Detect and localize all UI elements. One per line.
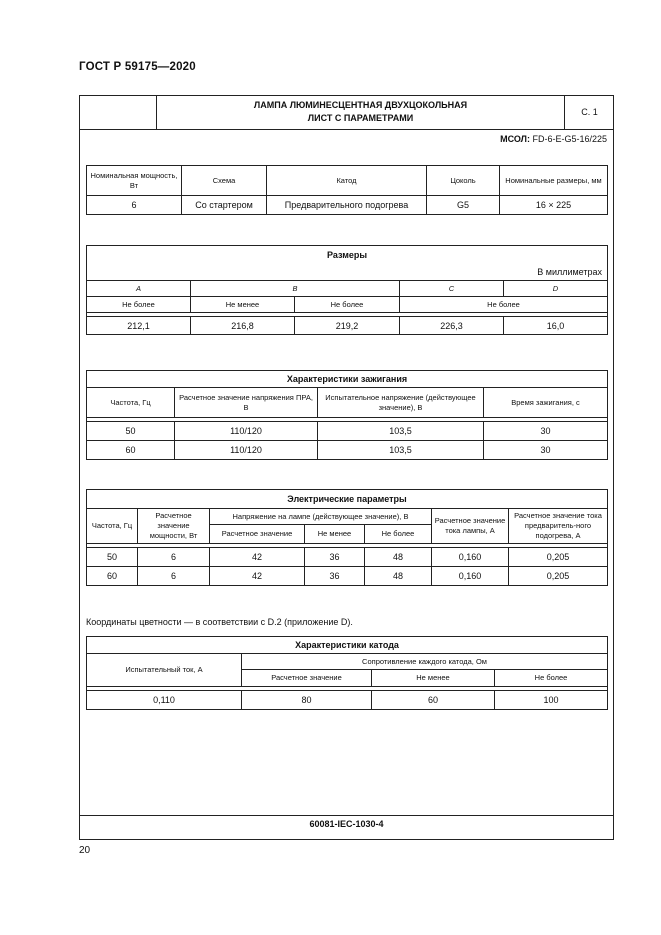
dimension-letter-d: D xyxy=(504,281,608,297)
electrical-table xyxy=(86,489,608,586)
cathode-value-min: 60 xyxy=(372,691,495,710)
dimension-letter-c: C xyxy=(400,281,504,297)
ignition-header-test-voltage: Испытательное напряжение (действующее значение), В xyxy=(318,388,484,418)
dimension-limit-a: Не более xyxy=(87,297,191,313)
electrical-header-voltage-min: Не менее xyxy=(305,525,365,544)
cathode-value-max: 100 xyxy=(495,691,608,710)
general-header-base: Цоколь xyxy=(427,166,500,196)
ignition-cell: 103,5 xyxy=(318,422,484,441)
electrical-cell: 48 xyxy=(365,567,432,586)
header-divider xyxy=(79,129,614,130)
electrical-cell: 42 xyxy=(210,548,305,567)
electrical-cell: 0,160 xyxy=(432,567,509,586)
dimension-letter-b: B xyxy=(191,281,400,297)
electrical-cell: 50 xyxy=(87,548,138,567)
msol-designation xyxy=(500,134,607,144)
electrical-title: Электрические параметры xyxy=(87,490,608,509)
electrical-cell: 36 xyxy=(305,548,365,567)
general-value-base: G5 xyxy=(427,196,500,215)
dimension-limit-cd: Не более xyxy=(400,297,608,313)
sheet-title-line1: ЛАМПА ЛЮМИНЕСЦЕНТНАЯ ДВУХЦОКОЛЬНАЯ xyxy=(253,100,468,110)
ignition-cell: 60 xyxy=(87,441,175,460)
ignition-cell: 103,5 xyxy=(318,441,484,460)
dimensions-table xyxy=(86,245,608,335)
ignition-header-frequency: Частота, Гц xyxy=(87,388,175,418)
footer-code: 60081-IEC-1030-4 xyxy=(309,819,384,829)
ignition-table xyxy=(86,370,608,460)
cathode-header-calc: Расчетное значение xyxy=(242,670,372,687)
dimensions-title: Размеры xyxy=(87,246,608,265)
electrical-header-voltage-max: Не более xyxy=(365,525,432,544)
table-row xyxy=(87,567,608,586)
standard-designation: ГОСТ Р 59175—2020 xyxy=(79,61,196,73)
electrical-cell: 48 xyxy=(365,548,432,567)
cathode-header-test-current: Испытательный ток, А xyxy=(87,654,242,687)
table-row xyxy=(87,691,608,710)
ignition-cell: 30 xyxy=(484,441,608,460)
electrical-header-voltage: Напряжение на лампе (действующее значение), В xyxy=(210,509,432,525)
cathode-value-calc: 80 xyxy=(242,691,372,710)
electrical-cell: 0,160 xyxy=(432,548,509,567)
general-value-power: 6 xyxy=(87,196,182,215)
cathode-header-resistance: Сопротивление каждого катода, Ом xyxy=(242,654,608,670)
general-header-dimensions: Номинальные размеры, мм xyxy=(500,166,608,196)
dimension-limit-b-min: Не менее xyxy=(191,297,295,313)
general-value-dimensions: 16 × 225 xyxy=(500,196,608,215)
table-row xyxy=(87,441,608,460)
ignition-cell: 110/120 xyxy=(175,422,318,441)
ignition-title: Характеристики зажигания xyxy=(87,371,608,388)
sheet-title-line2: ЛИСТ С ПАРАМЕТРАМИ xyxy=(307,113,414,123)
header-left-cell xyxy=(79,95,157,129)
electrical-header-current: Расчетное значение тока лампы, А xyxy=(432,509,509,544)
dimension-value-d: 16,0 xyxy=(504,317,608,335)
electrical-cell: 0,205 xyxy=(509,567,608,586)
electrical-cell: 36 xyxy=(305,567,365,586)
ignition-header-time: Время зажигания, с xyxy=(484,388,608,418)
electrical-header-voltage-calc: Расчетное значение xyxy=(210,525,305,544)
cathode-header-max: Не более xyxy=(495,670,608,687)
page-number: 20 xyxy=(79,845,91,856)
dimension-value-b-min: 216,8 xyxy=(191,317,295,335)
electrical-header-power: Расчетное значение мощности, Вт xyxy=(138,509,210,544)
general-table xyxy=(86,165,608,215)
ignition-cell: 110/120 xyxy=(175,441,318,460)
cathode-title: Характеристики катода xyxy=(87,637,608,654)
dimension-limit-b-max: Не более xyxy=(295,297,400,313)
electrical-cell: 6 xyxy=(138,548,210,567)
ignition-cell: 50 xyxy=(87,422,175,441)
chromaticity-note: Координаты цветности — в соответствии с D.2 (приложение D). xyxy=(86,617,353,627)
general-header-cathode: Катод xyxy=(267,166,427,196)
cathode-table xyxy=(86,636,608,710)
sheet-title xyxy=(157,95,564,129)
electrical-cell: 0,205 xyxy=(509,548,608,567)
dimension-value-b-max: 219,2 xyxy=(295,317,400,335)
table-row xyxy=(87,422,608,441)
sheet-number: С. 1 xyxy=(564,95,614,129)
msol-label: МСОЛ: xyxy=(500,134,530,144)
cathode-header-min: Не менее xyxy=(372,670,495,687)
ignition-header-ballast-voltage: Расчетное значение напряжения ПРА, В xyxy=(175,388,318,418)
general-value-cathode: Предварительного подогрева xyxy=(267,196,427,215)
general-header-scheme: Схема xyxy=(182,166,267,196)
footer-divider xyxy=(79,815,614,816)
electrical-cell: 60 xyxy=(87,567,138,586)
general-header-power: Номинальная мощность, Вт xyxy=(87,166,182,196)
ignition-cell: 30 xyxy=(484,422,608,441)
electrical-header-frequency: Частота, Гц xyxy=(87,509,138,544)
dimension-value-a: 212,1 xyxy=(87,317,191,335)
general-value-scheme: Со стартером xyxy=(182,196,267,215)
dimension-letter-a: A xyxy=(87,281,191,297)
table-row xyxy=(87,548,608,567)
dimension-value-c: 226,3 xyxy=(400,317,504,335)
electrical-cell: 42 xyxy=(210,567,305,586)
dimensions-units: В миллиметрах xyxy=(87,265,608,281)
electrical-header-preheat: Расчетное значение тока предваритель-ного подогрева, А xyxy=(509,509,608,544)
electrical-cell: 6 xyxy=(138,567,210,586)
msol-value: FD-6-E-G5-16/225 xyxy=(529,134,607,144)
cathode-value-test-current: 0,110 xyxy=(87,691,242,710)
